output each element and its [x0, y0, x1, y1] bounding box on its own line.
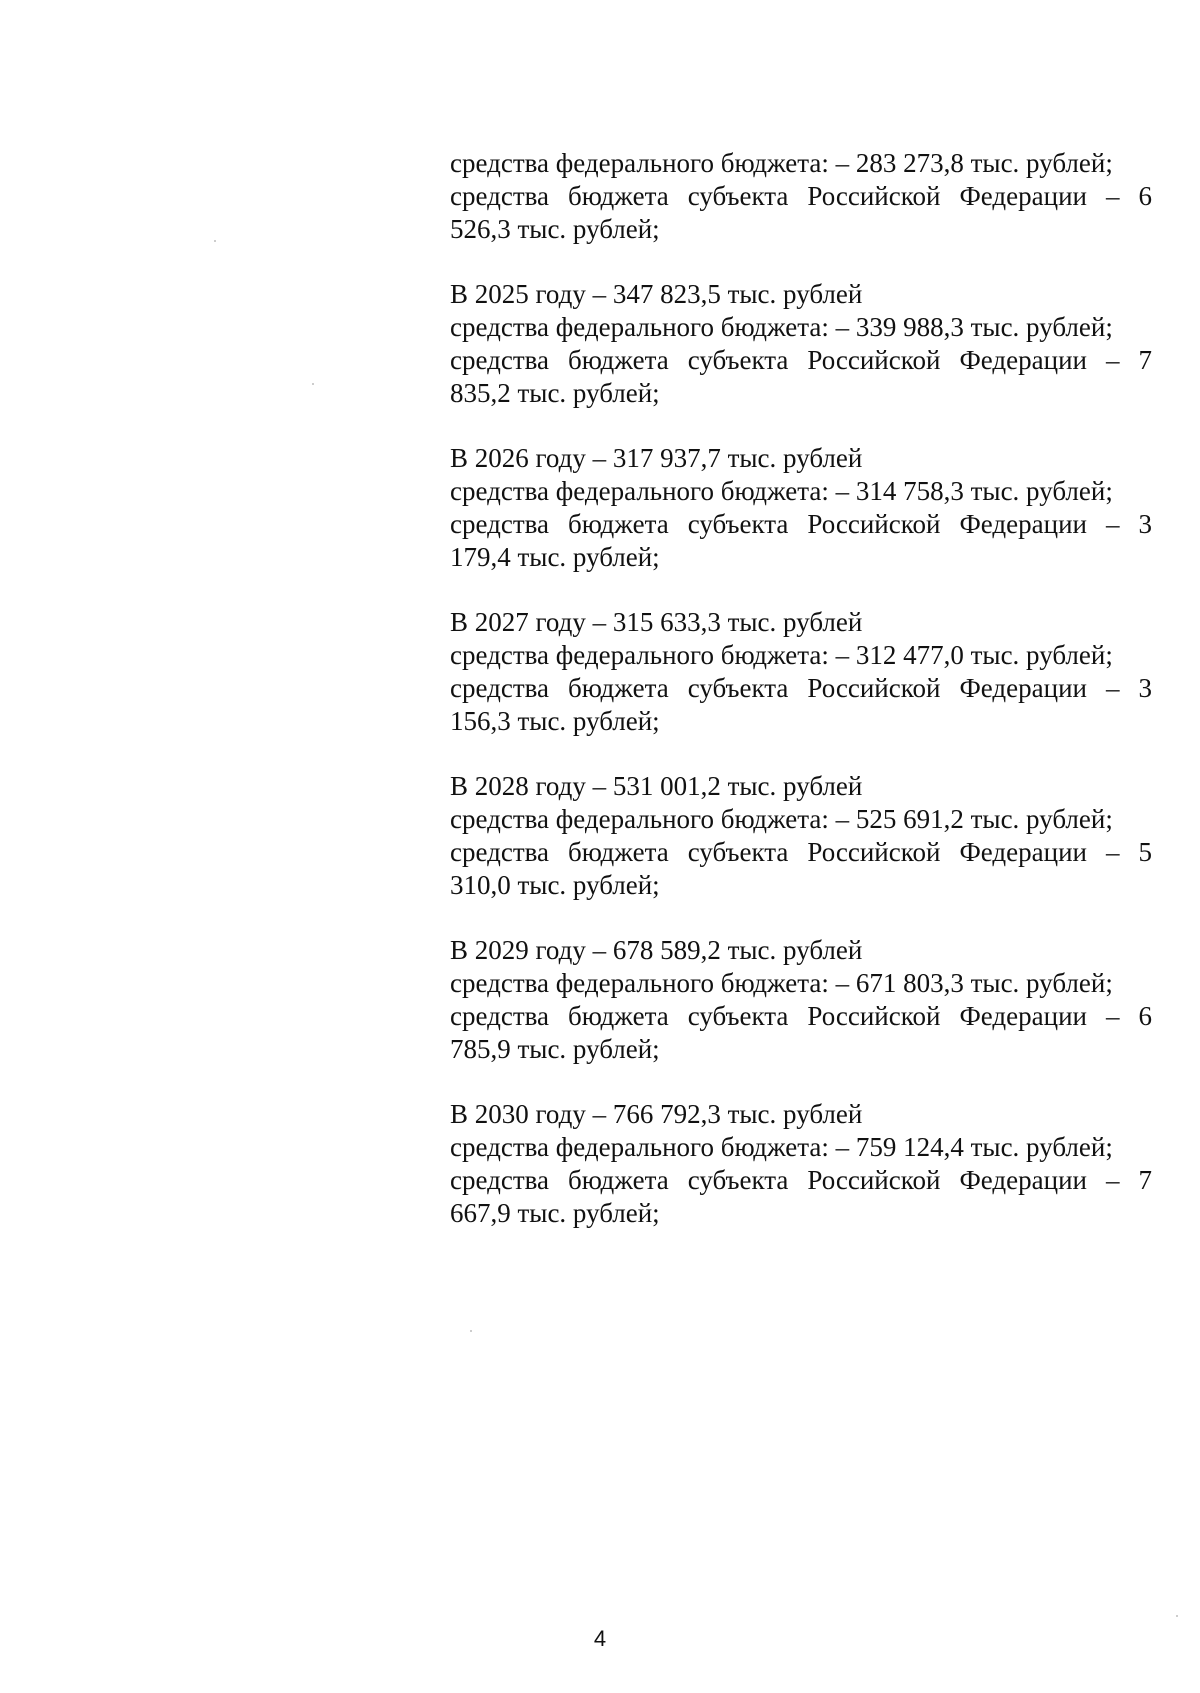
- federal-budget-line: средства федерального бюджета: – 339 988,3 тыс. рублей;: [450, 312, 1113, 342]
- federal-budget-line: средства федерального бюджета: – 759 124,4 тыс. рублей;: [450, 1132, 1113, 1162]
- federal-budget-line: средства федерального бюджета: – 525 691,2 тыс. рублей;: [450, 804, 1113, 834]
- funding-block-2029: [450, 934, 1152, 1066]
- regional-budget-line-continued: 310,0 тыс. рублей;: [450, 870, 660, 900]
- regional-budget-line-continued: 156,3 тыс. рублей;: [450, 706, 660, 736]
- regional-budget-line: средства бюджета субъекта Российской Федерации – 6: [450, 1001, 1152, 1031]
- scan-speck: [1176, 1615, 1178, 1617]
- funding-block-2030: [450, 1098, 1152, 1230]
- regional-budget-line: средства бюджета субъекта Российской Федерации – 3: [450, 673, 1152, 703]
- regional-budget-line-continued: 667,9 тыс. рублей;: [450, 1198, 660, 1228]
- regional-budget-line-continued: 179,4 тыс. рублей;: [450, 542, 660, 572]
- federal-budget-line: средства федерального бюджета: – 671 803,3 тыс. рублей;: [450, 968, 1113, 998]
- funding-block-2026: [450, 442, 1152, 574]
- regional-budget-line: средства бюджета субъекта Российской Федерации – 3: [450, 509, 1152, 539]
- regional-budget-line: средства бюджета субъекта Российской Федерации – 7: [450, 1165, 1152, 1195]
- regional-budget-line-continued: 835,2 тыс. рублей;: [450, 378, 660, 408]
- regional-budget-line-continued: 526,3 тыс. рублей;: [450, 214, 660, 244]
- regional-budget-line: средства бюджета субъекта Российской Федерации – 6: [450, 181, 1152, 211]
- document-body: [450, 147, 1152, 1230]
- federal-budget-line: средства федерального бюджета: – 314 758,3 тыс. рублей;: [450, 476, 1113, 506]
- scan-speck: [470, 1330, 472, 1332]
- funding-block-2027: [450, 606, 1152, 738]
- regional-budget-line-continued: 785,9 тыс. рублей;: [450, 1034, 660, 1064]
- regional-budget-line: средства бюджета субъекта Российской Федерации – 5: [450, 837, 1152, 867]
- year-total-line: В 2025 году – 347 823,5 тыс. рублей: [450, 279, 863, 309]
- federal-budget-line: средства федерального бюджета: – 283 273,8 тыс. рублей;: [450, 148, 1113, 178]
- funding-block-2028: [450, 770, 1152, 902]
- funding-block-2025: [450, 278, 1152, 410]
- year-total-line: В 2027 году – 315 633,3 тыс. рублей: [450, 607, 863, 637]
- federal-budget-line: средства федерального бюджета: – 312 477,0 тыс. рублей;: [450, 640, 1113, 670]
- scan-speck: [214, 240, 216, 242]
- scan-speck: [312, 383, 314, 385]
- page-number: 4: [593, 1626, 607, 1651]
- year-total-line: В 2026 году – 317 937,7 тыс. рублей: [450, 443, 863, 473]
- year-total-line: В 2030 году – 766 792,3 тыс. рублей: [450, 1099, 863, 1129]
- year-total-line: В 2028 году – 531 001,2 тыс. рублей: [450, 771, 863, 801]
- year-total-line: В 2029 году – 678 589,2 тыс. рублей: [450, 935, 863, 965]
- regional-budget-line: средства бюджета субъекта Российской Федерации – 7: [450, 345, 1152, 375]
- funding-block-continued: [450, 147, 1152, 246]
